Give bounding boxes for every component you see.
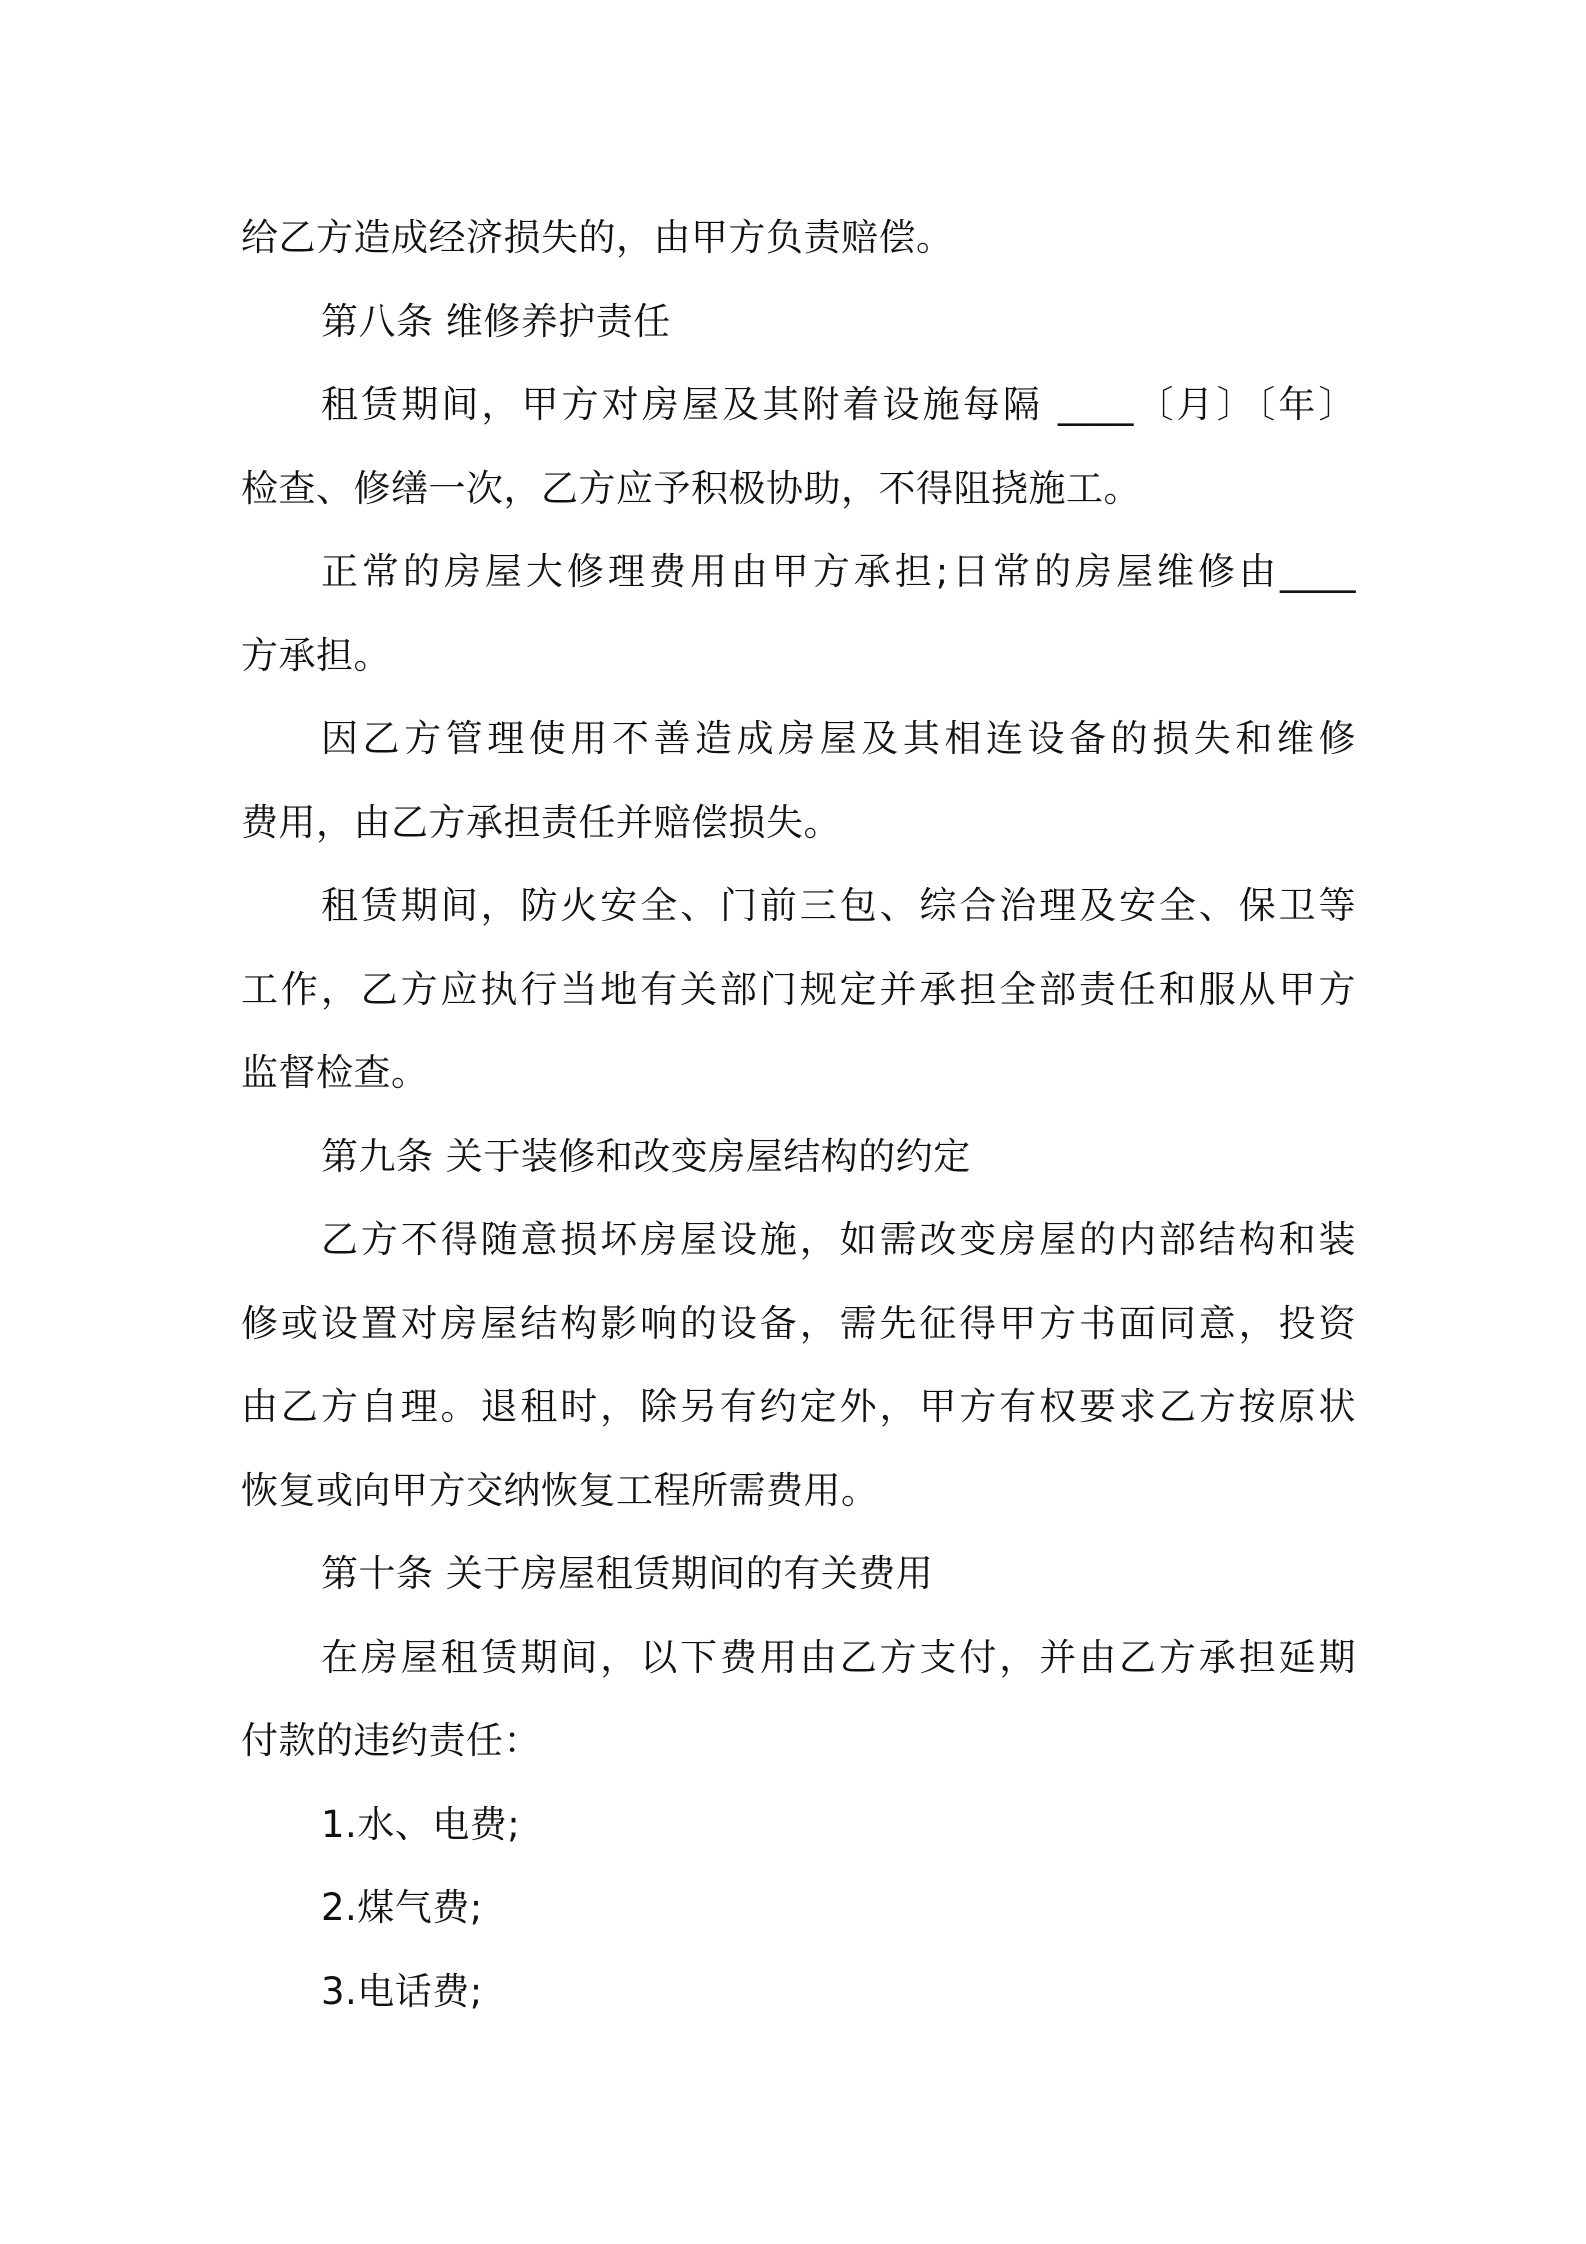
text-line: 2.煤气费; (321, 1886, 483, 1929)
text-line: 正常的房屋大修理费用由甲方承担;日常的房屋维修由____ (321, 550, 1356, 593)
text-line: 第九条 关于装修和改变房屋结构的约定 (321, 1134, 971, 1178)
text-line: 检查、修缮一次，乙方应予积极协助，不得阻挠施工。 (241, 466, 1141, 510)
text-line: 3.电话费; (321, 1969, 483, 2013)
text-line: 在房屋租赁期间，以下费用由乙方支付，并由乙方承担延期 (321, 1635, 1356, 1679)
text-line: 第八条 维修养护责任 (321, 299, 671, 343)
text-line: 费用，由乙方承担责任并赔偿损失。 (241, 800, 841, 844)
text-line: 因乙方管理使用不善造成房屋及其相连设备的损失和维修 (321, 717, 1356, 760)
text-line: 由乙方自理。退租时，除另有约定外，甲方有权要求乙方按原状 (241, 1385, 1356, 1428)
text-line: 乙方不得随意损坏房屋设施，如需改变房屋的内部结构和装 (321, 1218, 1356, 1261)
text-line: 工作，乙方应执行当地有关部门规定并承担全部责任和服从甲方 (241, 967, 1356, 1011)
text-line: 付款的违约责任： (241, 1719, 541, 1762)
text-line: 1.水、电费; (321, 1802, 521, 1846)
text-line: 方承担。 (241, 633, 391, 677)
text-line: 租赁期间，防火安全、门前三包、综合治理及安全、保卫等 (321, 884, 1356, 927)
text-line: 租赁期间，甲方对房屋及其附着设施每隔 ____〔月〕〔年〕 (321, 383, 1356, 426)
text-line: 恢复或向甲方交纳恢复工程所需费用。 (241, 1468, 879, 1512)
text-line: 给乙方造成经济损失的，由甲方负责赔偿。 (241, 216, 954, 259)
text-line: 监督检查。 (241, 1051, 429, 1094)
text-line: 第十条 关于房屋租赁期间的有关费用 (321, 1552, 934, 1595)
text-line: 修或设置对房屋结构影响的设备，需先征得甲方书面同意，投资 (241, 1301, 1356, 1345)
document-body (241, 196, 1356, 2033)
